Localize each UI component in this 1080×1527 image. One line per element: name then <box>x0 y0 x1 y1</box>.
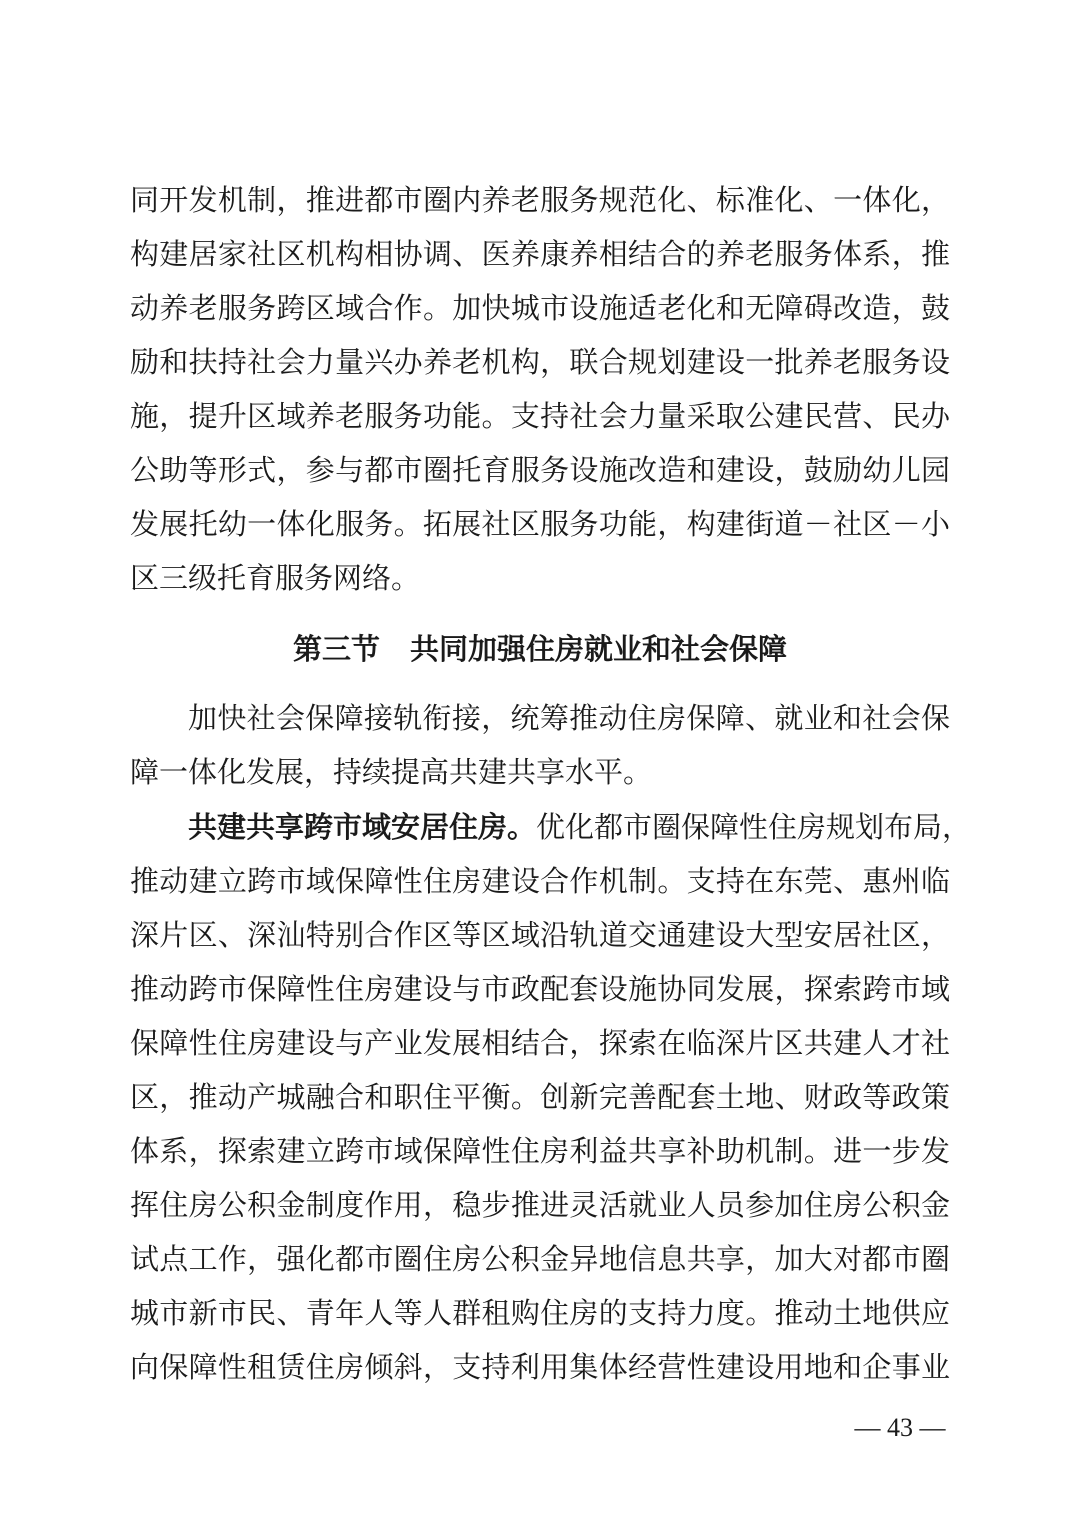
paragraph-line: 挥住房公积金制度作用，稳步推进灵活就业人员参加住房公积金 <box>130 1188 950 1222</box>
section-title: 共同加强住房就业和社会保障 <box>410 632 788 666</box>
paragraph-text: 优化都市圈保障性住房规划布局， <box>536 810 972 844</box>
section-number: 第三节 <box>292 632 380 666</box>
paragraph-line: 深片区、深汕特别合作区等区域沿轨道交通建设大型安居社区， <box>130 918 950 952</box>
bold-lead-text: 共建共享跨市域安居住房。 <box>188 810 537 844</box>
paragraph-line: 向保障性租赁住房倾斜，支持利用集体经营性建设用地和企事业 <box>130 1350 950 1384</box>
paragraph-line: 推动建立跨市域保障性住房建设合作机制。支持在东莞、惠州临 <box>130 864 950 898</box>
paragraph-line: 保障性住房建设与产业发展相结合，探索在临深片区共建人才社 <box>130 1026 950 1060</box>
paragraph-line: 区三级托育服务网络。 <box>130 561 421 595</box>
paragraph-line: 施，提升区域养老服务功能。支持社会力量采取公建民营、民办 <box>130 399 950 433</box>
paragraph-first-line <box>188 800 972 854</box>
page-number: — 43 — <box>854 1413 946 1442</box>
paragraph-line: 发展托幼一体化服务。拓展社区服务功能，构建街道－社区－小 <box>130 507 950 541</box>
paragraph-line: 动养老服务跨区域合作。加快城市设施适老化和无障碍改造，鼓 <box>130 291 950 325</box>
paragraph-line: 城市新市民、青年人等人群租购住房的支持力度。推动土地供应 <box>130 1296 950 1330</box>
paragraph-line: 体系，探索建立跨市域保障性住房利益共享补助机制。进一步发 <box>130 1134 950 1168</box>
paragraph-line: 障一体化发展，持续提高共建共享水平。 <box>130 755 653 789</box>
paragraph-line: 试点工作，强化都市圈住房公积金异地信息共享，加大对都市圈 <box>130 1242 950 1276</box>
paragraph-line: 推动跨市保障性住房建设与市政配套设施协同发展，探索跨市域 <box>130 972 950 1006</box>
paragraph-line: 公助等形式，参与都市圈托育服务设施改造和建设，鼓励幼儿园 <box>130 453 950 487</box>
section-heading <box>0 622 1080 676</box>
paragraph-line: 加快社会保障接轨衔接，统筹推动住房保障、就业和社会保 <box>188 701 950 735</box>
paragraph-line: 区，推动产城融合和职住平衡。创新完善配套土地、财政等政策 <box>130 1080 950 1114</box>
paragraph-line: 构建居家社区机构相协调、医养康养相结合的养老服务体系，推 <box>130 237 950 271</box>
paragraph-line: 励和扶持社会力量兴办养老机构，联合规划建设一批养老服务设 <box>130 345 950 379</box>
paragraph-line: 同开发机制，推进都市圈内养老服务规范化、标准化、一体化， <box>130 183 950 217</box>
